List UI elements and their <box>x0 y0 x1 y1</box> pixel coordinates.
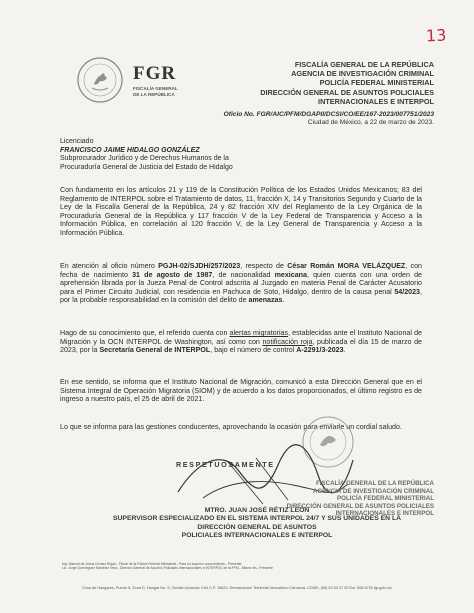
control-number: A-2291/3-2023 <box>296 346 344 355</box>
cc-line: Ing. Manuel de Jesús Gómez Rojas.- Titular de la Policía Federal Ministerial.- Para su superior conocimiento.- Presente <box>62 562 242 566</box>
footer-address: Zona de Hangares, Puerto 5, Zona D, Hangar No. 5, Ocotlán Aviación Civil C.P. 15620, Demarcación Territorial Venustiano Carranza, CDMX, (55) 52 53 37 00 Ext. 506 6700 fgr.gob.mx <box>82 586 392 590</box>
institution-header <box>134 60 434 106</box>
case-number: 54/2023 <box>394 287 421 296</box>
red-notice: notificación roja <box>262 337 313 346</box>
fgr-acronym: FGR <box>133 63 177 84</box>
addressee-block <box>60 138 233 172</box>
request-office-number: PGJH-02/SJDH/257/2023 <box>158 262 241 270</box>
carbon-copy-notes <box>62 562 392 571</box>
addressee-title: Licenciado <box>60 138 94 145</box>
addressee-position: Procuraduría General de Justicia del Estado de Hidalgo <box>60 163 233 171</box>
nationality: mexicana <box>274 270 307 279</box>
reference-label: Oficio No. <box>223 111 255 118</box>
legal-basis-paragraph: Con fundamento en los artículos 21 y 119 de la Constitución Política de los Estados Unidos Mexicanos; 83 del Reglamento de INTERPOL sobre el Tratamiento de datos, 11, fracción X, 14 y Transitorios Segundo y Cuarto de la Ley de la Fiscalía General de la República, 24 y 82 fracción XIV del Reglamento de la Ley Orgánica de la Procuraduría General de la República y 117 fracción V de la Ley Federal de Transparencia y Acceso a la Información Pública, en correlación al 120 fracción V, de la Ley General de Transparencia y Acceso a la Información Pública. <box>60 186 422 237</box>
header-line: FISCALÍA GENERAL DE LA REPÚBLICA <box>294 60 434 69</box>
respectfully: RESPETUOSAMENTE <box>176 460 275 469</box>
document-reference <box>114 111 434 127</box>
interpol-secretariat: Secretaría General de INTERPOL <box>99 346 211 355</box>
header-line: AGENCIA DE INVESTIGACIÓN CRIMINAL <box>291 69 434 79</box>
header-line: POLICÍA FEDERAL MINISTERIAL <box>319 78 434 88</box>
signer-name: MTRO. JUAN JOSÉ RÉTIZ LEÓN <box>204 507 310 514</box>
institution-stamp: FISCALÍA GENERAL DE LA REPÚBLICA AGENCIA DE INVESTIGACIÓN CRIMINAL POLICÍA FEDERAL MINISTERIAL DIRECCIÓN GENERAL DE ASUNTOS POLICIALES INTERNACIONALES E INTERPOL <box>286 480 434 518</box>
request-paragraph: En atención al oficio número PGJH-02/SJDH/257/2023, respecto de César Román MORA VELÁZQUEZ, con fecha de nacimiento 31 de agosto de 1987, de nacionalidad mexicana, quien cuenta con una orden de aprehensión librada por la Jueza Penal de Control adscrita al Juzgado en materia Penal de Carácter Acusatorio para el Primer Circuito Judicial, con residencia en Pachuca de Soto, Hidalgo, dentro de la causa penal 54/2023, por la probable responsabilidad en la comisión del delito de amenazas. <box>60 262 422 305</box>
addressee-name: FRANCISCO JAIME HIDALGO GONZÁLEZ <box>60 146 200 154</box>
addressee-position: Subprocurador Jurídico y de Derechos Humanos de la <box>60 155 229 163</box>
signer-title: SUPERVISOR ESPECIALIZADO EN EL SISTEMA INTERPOL 24/7 Y SUS UNIDADES EN LA DIRECCIÓN GENERAL DE ASUNTOS <box>112 515 402 531</box>
signer-title: POLICIALES INTERNACIONALES E INTERPOL <box>181 531 333 539</box>
signer-block <box>112 507 402 540</box>
header-line: DIRECCIÓN GENERAL DE ASUNTOS POLICIALES <box>260 87 434 97</box>
mexican-coat-of-arms-seal-icon <box>76 56 124 104</box>
migration-record-paragraph: En ese sentido, se informa que el Instituto Nacional de Migración, comunicó a esta Dirección General que en el Sistema Integral de Operación Migratoria (SIOM) y de acuerdo a los datos proporcionados, el último registro es de ingreso a nuestro país, el 25 de abril de 2021. <box>60 378 422 404</box>
migration-alerts: alertas migratorias <box>229 329 289 337</box>
offense: amenazas <box>248 296 283 305</box>
closing-paragraph: Lo que se informa para las gestiones conducentes, aprovechando la ocasión para enviarle un cordial saludo. <box>60 423 402 431</box>
cc-line: Lic. Jorge Domínguez Martínez Vera.- Director General de Asuntos Policiales Internacionales e INTERPOL de la PFM.- Mismo fin.- Presente <box>62 566 273 571</box>
fgr-subtitle: FISCALÍA GENERAL DE LA REPÚBLICA <box>133 86 178 97</box>
header-line: INTERNACIONALES E INTERPOL <box>318 96 434 106</box>
birth-date: 31 de agosto de 1987 <box>132 270 213 279</box>
alerts-paragraph: Hago de su conocimiento que, el referido cuenta con alertas migratorias, establecidas ante el Instituto Nacional de Migración y la OCN INTERPOL de Washington, así como con notificación roja, publicada el día 15 de marzo de 2023, por la Secretaría General de INTERPOL, bajo el número de control A-2291/3-2023. <box>60 329 422 355</box>
place-date: Ciudad de México, a 22 de marzo de 2023. <box>307 119 434 126</box>
handwritten-page-number: 13 <box>425 25 447 46</box>
reference-number: FGR/AIC/PFM/DGAPII/DCSI/CO/EE/167-2023/007751/2023 <box>256 111 434 118</box>
subject-name: César Román MORA VELÁZQUEZ <box>287 262 406 270</box>
